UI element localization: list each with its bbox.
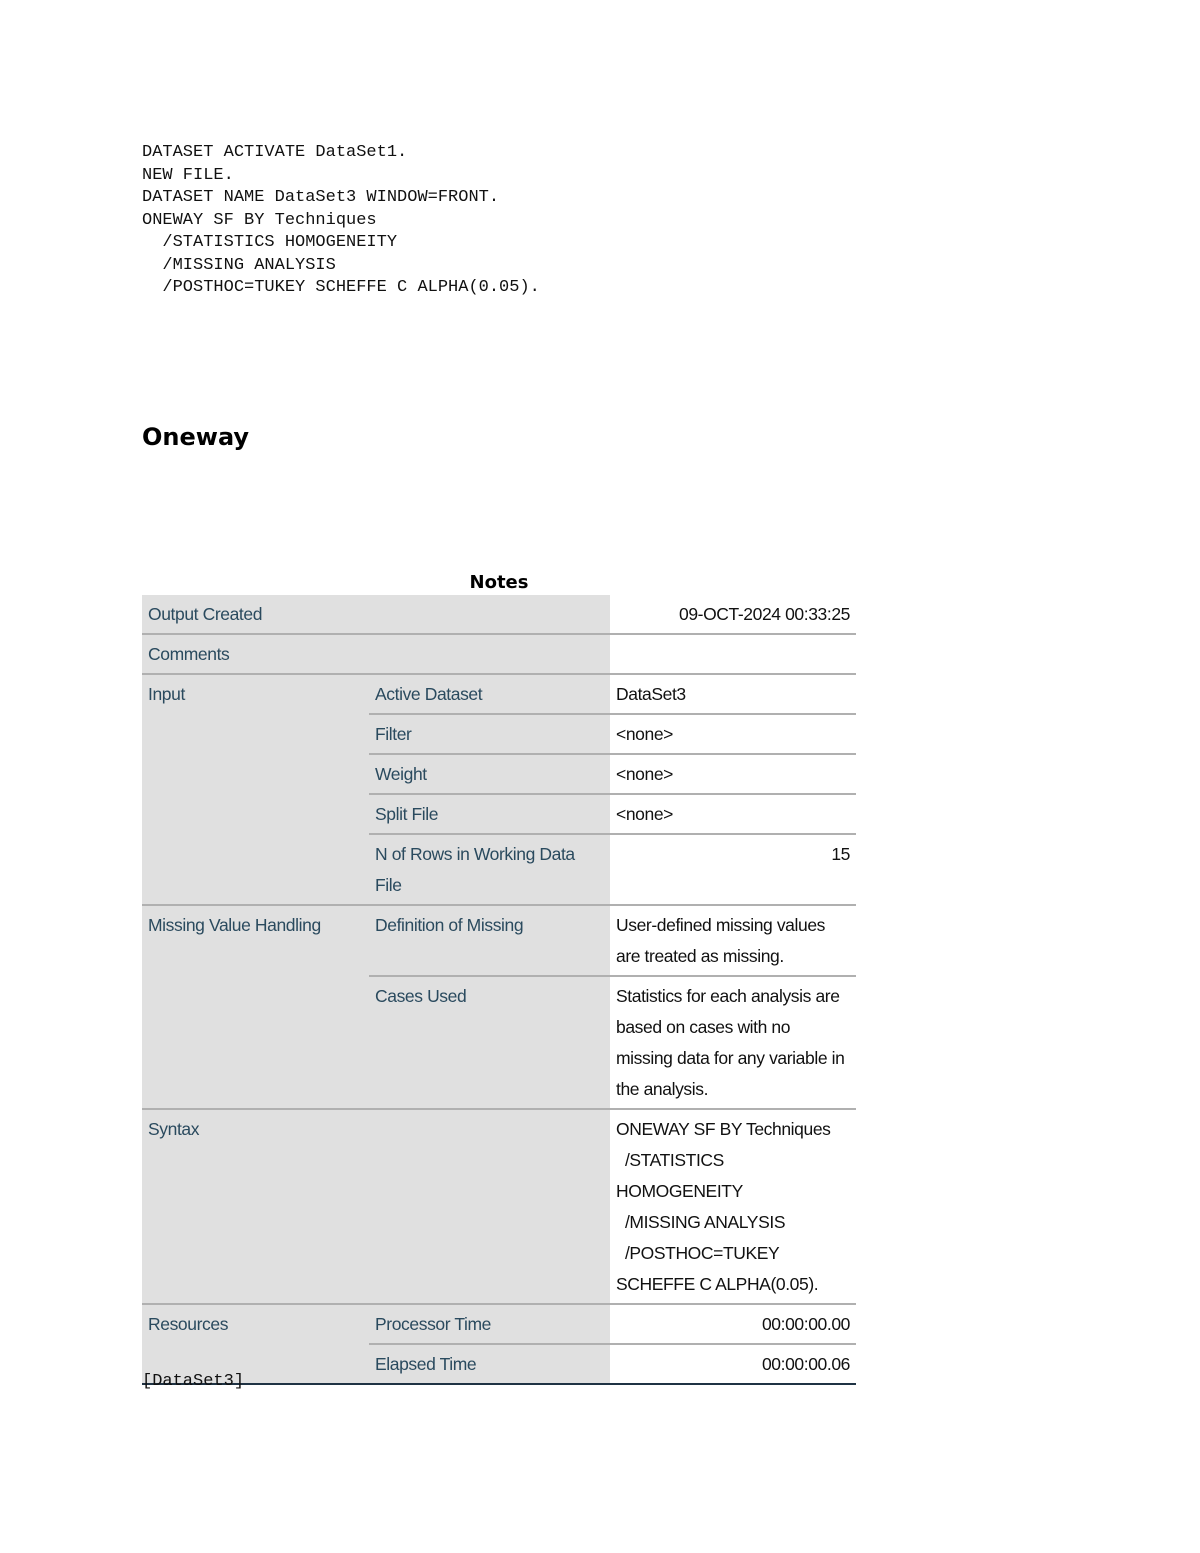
active-dataset-label: Active Dataset <box>369 674 610 714</box>
notes-table <box>142 595 856 1385</box>
n-rows-label: N of Rows in Working Data File <box>369 834 610 905</box>
split-file-label: Split File <box>369 794 610 834</box>
syntax-block <box>142 142 540 300</box>
resources-label: Resources <box>142 1304 369 1384</box>
definition-of-missing-label: Definition of Missing <box>369 905 610 976</box>
table-row-processor-time <box>142 1304 856 1344</box>
notes-table-title: Notes <box>469 572 529 593</box>
syntax-line: /POSTHOC=TUKEY SCHEFFE C ALPHA(0.05). <box>142 278 540 297</box>
active-dataset-value: DataSet3 <box>610 674 856 714</box>
table-row-output-created <box>142 595 856 634</box>
output-created-value: 09-OCT-2024 00:33:25 <box>610 595 856 634</box>
dataset-tag: [DataSet3] <box>142 1372 245 1391</box>
elapsed-time-label: Elapsed Time <box>369 1344 610 1384</box>
cases-used-value: Statistics for each analysis are based on cases with no missing data for any variable in the analysis. <box>610 976 856 1109</box>
syntax-value: ONEWAY SF BY Techniques /STATISTICS HOMOGENEITY /MISSING ANALYSIS /POSTHOC=TUKEY SCHEFFE C ALPHA(0.05). <box>610 1109 856 1304</box>
table-row-active-dataset <box>142 674 856 714</box>
table-row-definition-of-missing <box>142 905 856 976</box>
elapsed-time-value: 00:00:00.06 <box>610 1344 856 1384</box>
output-created-label: Output Created <box>142 595 610 634</box>
n-rows-value: 15 <box>610 834 856 905</box>
syntax-line: /MISSING ANALYSIS <box>142 255 336 275</box>
comments-value <box>610 634 856 674</box>
filter-label: Filter <box>369 714 610 754</box>
missing-value-handling-label: Missing Value Handling <box>142 905 369 1109</box>
weight-value: <none> <box>610 754 856 794</box>
syntax-line: DATASET NAME DataSet3 WINDOW=FRONT. <box>142 188 500 207</box>
syntax-line: /STATISTICS HOMOGENEITY <box>142 233 398 252</box>
processor-time-value: 00:00:00.00 <box>610 1304 856 1344</box>
syntax-line: DATASET ACTIVATE DataSet1. <box>142 143 408 162</box>
table-row-comments <box>142 634 856 674</box>
cases-used-label: Cases Used <box>369 976 610 1109</box>
weight-label: Weight <box>369 754 610 794</box>
processor-time-label: Processor Time <box>369 1304 610 1344</box>
syntax-label: Syntax <box>142 1109 610 1304</box>
definition-of-missing-value: User-defined missing values are treated as missing. <box>610 905 856 976</box>
oneway-heading: Oneway <box>142 423 250 451</box>
comments-label: Comments <box>142 634 610 674</box>
syntax-line: NEW FILE. <box>142 165 234 185</box>
syntax-line: ONEWAY SF BY Techniques <box>142 210 377 230</box>
split-file-value: <none> <box>610 794 856 834</box>
table-row-syntax <box>142 1109 856 1304</box>
filter-value: <none> <box>610 714 856 754</box>
input-label: Input <box>142 674 369 905</box>
